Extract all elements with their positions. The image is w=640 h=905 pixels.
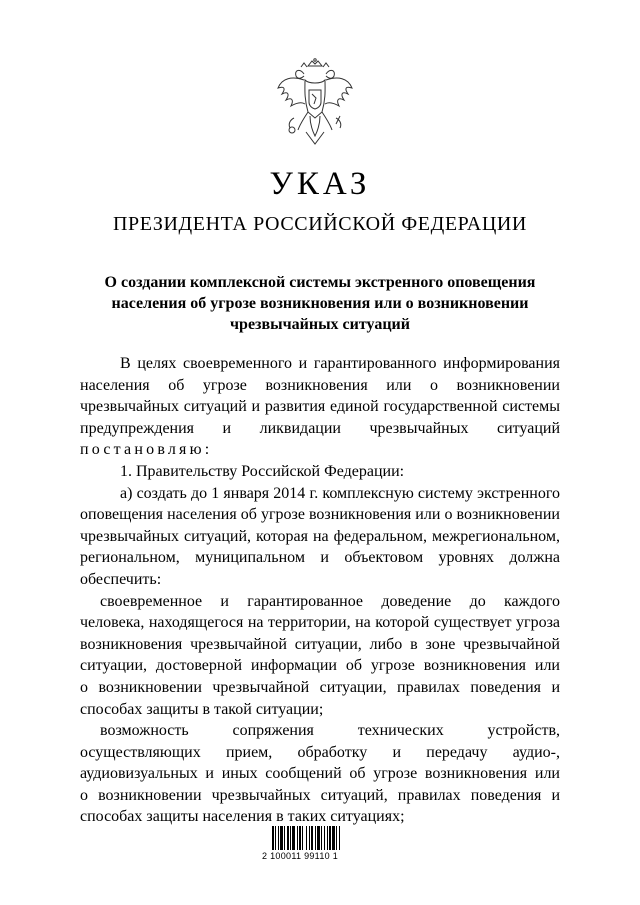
document-title: УКАЗ xyxy=(269,166,371,202)
barcode-bar xyxy=(339,826,340,850)
body-text-line: возникновения чрезвычайной ситуации, либо в зоне чрезвычайной xyxy=(80,635,560,653)
body-text-line: оповещения населения об угрозе возникновения или о возникновении xyxy=(80,506,560,524)
body-text-line: 1. Правительству Российской Федерации: xyxy=(120,462,405,480)
body-text-line: населения об угрозе возникновения или о возникновении xyxy=(80,376,560,394)
heading-line: О создании комплексной системы экстренного оповещения xyxy=(104,274,536,291)
coat-of-arms-emblem xyxy=(274,58,356,146)
body-text-line: о возникновении чрезвычайной ситуации, правилах поведения и xyxy=(80,678,560,696)
body-text-line: обеспечить: xyxy=(80,570,162,588)
barcode-bar xyxy=(311,826,313,850)
barcode-bar xyxy=(278,826,279,850)
body-text-line: способах защиты населения в таких ситуациях; xyxy=(80,808,405,826)
barcode-bar xyxy=(317,826,320,850)
barcode-bar xyxy=(292,826,295,850)
body-text-line: аудиовизуальных и иных сообщений об угрозе возникновения или xyxy=(80,765,560,783)
barcode-bar xyxy=(329,826,331,850)
body-text-line: В целях своевременного и гарантированного информирования xyxy=(120,355,560,372)
body-text-line: способах защиты в такой ситуации; xyxy=(80,700,324,718)
barcode-bar xyxy=(299,826,301,850)
heading-line: чрезвычайных ситуаций xyxy=(230,316,410,333)
body-text-line: постановляю: xyxy=(80,441,213,459)
document-subtitle: ПРЕЗИДЕНТА РОССИЙСКОЙ ФЕДЕРАЦИИ xyxy=(113,213,527,235)
decree-heading xyxy=(60,272,580,335)
barcode-number: 2 100011 99110 1 xyxy=(262,851,339,861)
body-text-line: чрезвычайных ситуаций и развития единой государственной системы xyxy=(80,398,560,416)
heading-line: населения об угрозе возникновения или о возникновении xyxy=(111,295,529,312)
body-text-line: региональном, муниципальном и объектовом уровнях должна xyxy=(80,549,560,567)
body-text-line: а) создать до 1 января 2014 г. комплексную систему экстренного xyxy=(120,484,560,502)
body-text-line: о возникновении чрезвычайных ситуаций, правилах поведения и xyxy=(80,786,560,804)
body-text-line: своевременное и гарантированное доведение до каждого xyxy=(100,592,560,610)
barcode-bar xyxy=(306,826,307,850)
barcode-bar xyxy=(321,826,322,850)
barcode-bar xyxy=(309,826,310,850)
barcode-bar xyxy=(315,826,316,850)
decree-body xyxy=(80,353,560,828)
body-text-line: осуществляющих прием, обработку и передачу аудио-, xyxy=(80,743,560,761)
body-text-line: возможность сопряжения технических устройств, xyxy=(100,722,560,740)
barcode-bar xyxy=(287,826,289,850)
body-text-line: ситуации, достоверной информации об угрозе возникновения или xyxy=(80,657,560,675)
barcode-bar xyxy=(327,826,328,850)
barcode-bar xyxy=(290,826,291,850)
barcode-bar xyxy=(336,826,337,850)
barcode-bar xyxy=(275,826,276,850)
body-text-line: чрезвычайных ситуаций, которая на федеральном, межрегиональном, xyxy=(80,527,560,545)
barcode-bar xyxy=(302,826,303,850)
barcode-bar xyxy=(324,826,325,850)
barcode-bar xyxy=(280,826,283,850)
barcode-bar xyxy=(297,826,298,850)
body-text-line: предупреждения и ликвидации чрезвычайных ситуаций xyxy=(80,419,560,437)
barcode-bar xyxy=(284,826,285,850)
barcode-bar xyxy=(332,826,335,850)
body-text-line: человека, находящегося на территории, на которой существует угроза xyxy=(80,614,560,632)
barcode-bar xyxy=(272,826,274,850)
